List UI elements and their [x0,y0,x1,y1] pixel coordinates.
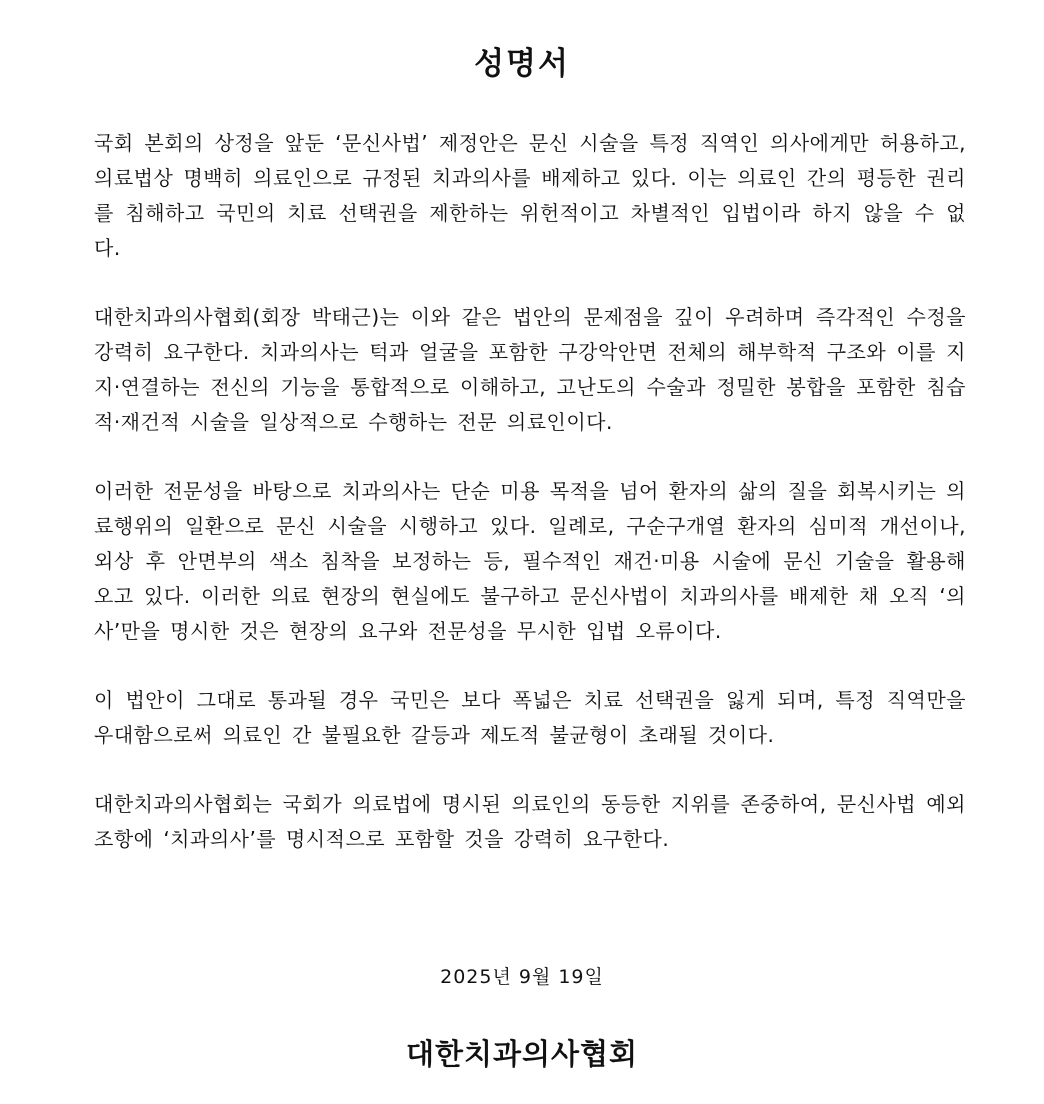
document-title: 성명서 [474,46,570,82]
paragraph-5: 대한치과의사협회는 국회가 의료법에 명시된 의료인의 동등한 지위를 존중하여, 문신사법 예외 조항에 ‘치과의사’를 명시적으로 포함할 것을 강력히 요구한다. [94,792,966,851]
issuer-signature: 대한치과의사협회 [405,1037,639,1071]
paragraph-3: 이러한 전문성을 바탕으로 치과의사는 단순 미용 목적을 넘어 환자의 삶의 질을 회복시키는 의료행위의 일환으로 문신 시술을 시행하고 있다. 일례로, 구순구개열 환자의 심미적 개선이나, 외상 후 안면부의 색소 침착을 보정하는 등, 필수적인 재건·미용 시술에 문신 기술을 활용해 오고 있다. 이러한 의료 현장의 현실에도 불구하고 문신사법이 치과의사를 배제한 채 오직 ‘의사’만을 명시한 것은 현장의 요구와 전문성을 무시한 입법 오류이다. [94,479,966,643]
paragraph-4: 이 법안이 그대로 통과될 경우 국민은 보다 폭넓은 치료 선택권을 잃게 되며, 특정 직역만을 우대함으로써 의료인 간 불필요한 갈등과 제도적 불균형이 초래될 것이다. [94,688,966,747]
paragraph-2: 대한치과의사협회(회장 박태근)는 이와 같은 법안의 문제점을 깊이 우려하며 즉각적인 수정을 강력히 요구한다. 치과의사는 턱과 얼굴을 포함한 구강악안면 전체의 해부학적 구조와 이를 지지·연결하는 전신의 기능을 통합적으로 이해하고, 고난도의 수술과 정밀한 봉합을 포함한 침습적·재건적 시술을 일상적으로 수행하는 전문 의료인이다. [94,305,966,434]
paragraph-1: 국회 본회의 상정을 앞둔 ‘문신사법’ 제정안은 문신 시술을 특정 직역인 의사에게만 허용하고, 의료법상 명백히 의료인으로 규정된 치과의사를 배제하고 있다. 이는 의료인 간의 평등한 권리를 침해하고 국민의 치료 선택권을 제한하는 위헌적이고 차별적인 입법이라 하지 않을 수 없다. [94,131,966,260]
statement-date: 2025년 9월 19일 [440,966,604,988]
statement-body [94,126,966,891]
